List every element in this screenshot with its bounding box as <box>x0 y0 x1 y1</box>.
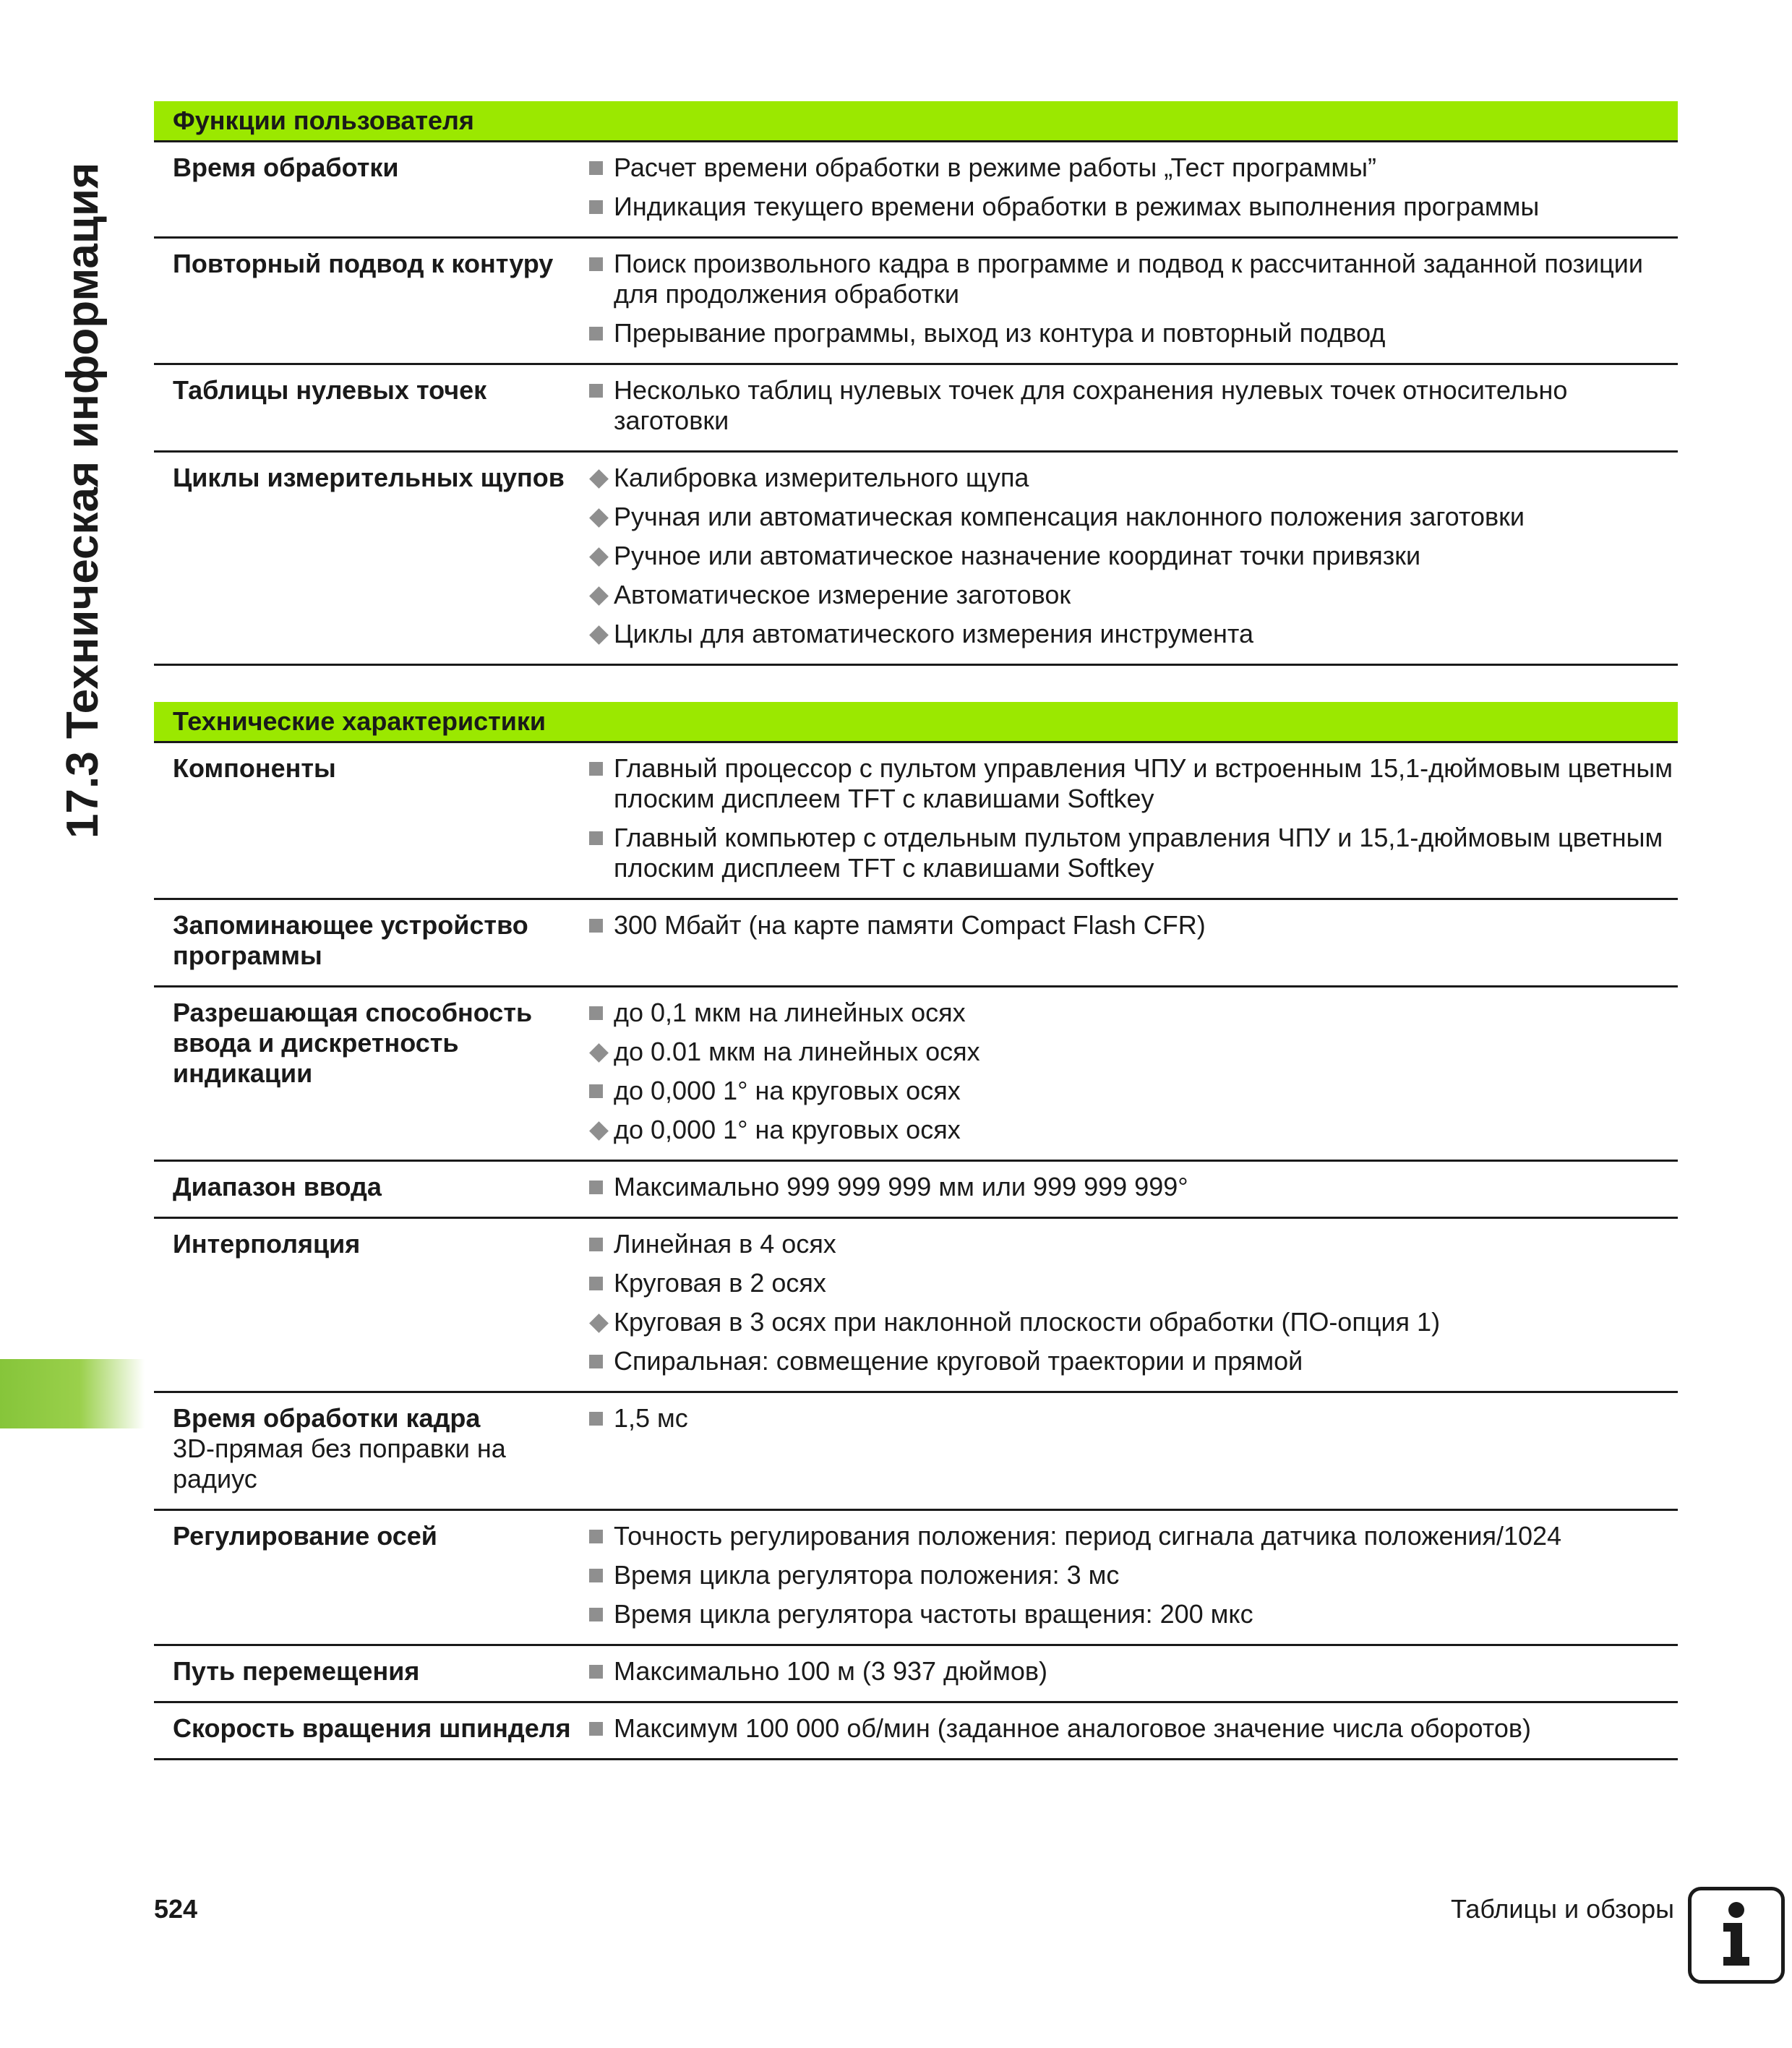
table-row <box>154 987 1678 1162</box>
row-items <box>588 249 1678 348</box>
square-bullet-icon <box>589 1238 603 1251</box>
row-items <box>588 1403 1678 1494</box>
row-items <box>588 1172 1678 1202</box>
side-tab-marker <box>0 1359 145 1428</box>
list-item-text: Главный процессор с пультом управления ЧПУ и встроенным 15,1-дюймовым цветным плоским дисплеем TFT с клавишами Softkey <box>614 753 1673 813</box>
list-item <box>588 1115 1678 1145</box>
row-label-title: Циклы измерительных щупов <box>173 463 565 492</box>
list-item-text: Время цикла регулятора положения: 3 мс <box>614 1560 1120 1590</box>
list-item <box>588 1713 1678 1744</box>
row-label <box>154 463 588 649</box>
square-bullet-icon <box>589 831 603 845</box>
table-row <box>154 743 1678 900</box>
list-item-text: до 0,000 1° на круговых осях <box>614 1115 961 1144</box>
row-label <box>154 1713 588 1744</box>
square-bullet-icon <box>589 1084 603 1098</box>
list-item <box>588 153 1678 183</box>
table-row <box>154 1219 1678 1393</box>
square-bullet-icon <box>589 257 603 271</box>
row-label-title: Компоненты <box>173 753 336 783</box>
info-icon <box>1688 1887 1785 1984</box>
table-row <box>154 142 1678 239</box>
list-item <box>588 1521 1678 1551</box>
list-item-text: Индикация текущего времени обработки в режимах выполнения программы <box>614 192 1540 221</box>
list-item-text: до 0,1 мкм на линейных осях <box>614 998 966 1027</box>
section-header: Функции пользователя <box>154 101 1678 142</box>
diamond-bullet-icon <box>589 586 609 606</box>
table-row <box>154 1393 1678 1511</box>
square-bullet-icon <box>589 1006 603 1020</box>
list-item-text: Автоматическое измерение заготовок <box>614 580 1071 609</box>
list-item-text: Несколько таблиц нулевых точек для сохранения нулевых точек относительно заготовки <box>614 375 1568 435</box>
list-item <box>588 619 1678 649</box>
list-item-text: 1,5 мс <box>614 1403 688 1433</box>
square-bullet-icon <box>589 919 603 933</box>
page-number: 524 <box>154 1894 198 1924</box>
row-items <box>588 153 1678 222</box>
row-label <box>154 249 588 348</box>
list-item <box>588 1037 1678 1067</box>
diamond-bullet-icon <box>589 1043 609 1063</box>
list-item-text: Время цикла регулятора частоты вращения: 200 мкс <box>614 1599 1253 1629</box>
table-row <box>154 900 1678 987</box>
row-items <box>588 1656 1678 1687</box>
list-item <box>588 1403 1678 1434</box>
list-item <box>588 1599 1678 1629</box>
row-label-title: Повторный подвод к контуру <box>173 249 554 278</box>
list-item <box>588 1560 1678 1590</box>
row-items <box>588 1521 1678 1629</box>
list-item-text: Ручная или автоматическая компенсация наклонного положения заготовки <box>614 502 1525 531</box>
list-item-text: Максимально 999 999 999 мм или 999 999 999° <box>614 1172 1188 1201</box>
square-bullet-icon <box>589 161 603 175</box>
row-label-title: Запоминающее устройство программы <box>173 910 528 970</box>
square-bullet-icon <box>589 1608 603 1621</box>
row-items <box>588 463 1678 649</box>
row-label <box>154 910 588 971</box>
list-item-text: до 0,000 1° на круговых осях <box>614 1076 961 1105</box>
list-item <box>588 541 1678 571</box>
row-items <box>588 1229 1678 1376</box>
row-items <box>588 375 1678 436</box>
list-item <box>588 502 1678 532</box>
list-item-text: Расчет времени обработки в режиме работы „Тест программы” <box>614 153 1377 182</box>
diamond-bullet-icon <box>589 547 609 567</box>
list-item-text: до 0.01 мкм на линейных осях <box>614 1037 980 1066</box>
list-item <box>588 318 1678 348</box>
row-label <box>154 1521 588 1629</box>
list-item-text: Линейная в 4 осях <box>614 1229 836 1259</box>
chapter-title: Таблицы и обзоры <box>1451 1894 1674 1924</box>
list-item <box>588 753 1678 814</box>
diamond-bullet-icon <box>589 508 609 528</box>
row-label-title: Время обработки <box>173 153 399 182</box>
row-label <box>154 1229 588 1376</box>
row-label <box>154 1403 588 1494</box>
list-item <box>588 375 1678 436</box>
diamond-bullet-icon <box>589 1121 609 1141</box>
square-bullet-icon <box>589 1277 603 1290</box>
list-item <box>588 1076 1678 1106</box>
list-item <box>588 463 1678 493</box>
row-label <box>154 998 588 1145</box>
table-row <box>154 365 1678 453</box>
list-item <box>588 249 1678 309</box>
list-item <box>588 1172 1678 1202</box>
square-bullet-icon <box>589 327 603 340</box>
list-item <box>588 1346 1678 1376</box>
list-item-text: Максимально 100 м (3 937 дюймов) <box>614 1656 1048 1686</box>
list-item-text: Спиральная: совмещение круговой траектории и прямой <box>614 1346 1303 1376</box>
list-item <box>588 580 1678 610</box>
row-items <box>588 1713 1678 1744</box>
row-label <box>154 375 588 436</box>
row-items <box>588 910 1678 971</box>
diamond-bullet-icon <box>589 625 609 645</box>
spec-table <box>154 101 1678 666</box>
square-bullet-icon <box>589 1181 603 1194</box>
row-label-title: Регулирование осей <box>173 1521 437 1551</box>
list-item <box>588 192 1678 222</box>
row-label <box>154 153 588 222</box>
page-content <box>154 101 1678 1796</box>
list-item <box>588 823 1678 883</box>
list-item-text: Циклы для автоматического измерения инструмента <box>614 619 1254 648</box>
list-item-text: Прерывание программы, выход из контура и повторный подвод <box>614 318 1386 348</box>
list-item-text: Ручное или автоматическое назначение координат точки привязки <box>614 541 1421 570</box>
list-item <box>588 1656 1678 1687</box>
list-item-text: Поиск произвольного кадра в программе и подвод к рассчитанной заданной позиции для продолжения обработки <box>614 249 1643 309</box>
square-bullet-icon <box>589 384 603 398</box>
row-label-subtitle: 3D-прямая без поправки на радиус <box>173 1434 506 1494</box>
row-label-title: Разрешающая способность ввода и дискретность индикации <box>173 998 533 1088</box>
row-items <box>588 753 1678 883</box>
square-bullet-icon <box>589 200 603 214</box>
square-bullet-icon <box>589 762 603 776</box>
list-item-text: Точность регулирования положения: период сигнала датчика положения/1024 <box>614 1521 1562 1551</box>
table-row <box>154 1162 1678 1219</box>
list-item-text: 300 Мбайт (на карте памяти Compact Flash CFR) <box>614 910 1206 940</box>
diamond-bullet-icon <box>589 1314 609 1333</box>
square-bullet-icon <box>589 1722 603 1736</box>
list-item <box>588 1229 1678 1259</box>
table-row <box>154 1511 1678 1646</box>
list-item-text: Круговая в 2 осях <box>614 1268 826 1298</box>
row-label-title: Время обработки кадра <box>173 1403 481 1433</box>
square-bullet-icon <box>589 1665 603 1679</box>
diamond-bullet-icon <box>589 469 609 489</box>
table-row <box>154 1646 1678 1703</box>
row-label-title: Таблицы нулевых точек <box>173 375 487 405</box>
row-label-title: Путь перемещения <box>173 1656 420 1686</box>
row-label <box>154 753 588 883</box>
list-item-text: Максимум 100 000 об/мин (заданное аналоговое значение числа оборотов) <box>614 1713 1531 1743</box>
table-row <box>154 453 1678 666</box>
table-row <box>154 1703 1678 1760</box>
square-bullet-icon <box>589 1569 603 1582</box>
list-item-text: Круговая в 3 осях при наклонной плоскости обработки (ПО-опция 1) <box>614 1307 1441 1337</box>
list-item-text: Калибровка измерительного щупа <box>614 463 1029 492</box>
list-item <box>588 1307 1678 1337</box>
square-bullet-icon <box>589 1412 603 1426</box>
square-bullet-icon <box>589 1355 603 1368</box>
side-chapter-title: 17.3 Техническая информация <box>58 162 108 839</box>
section-header: Технические характеристики <box>154 702 1678 743</box>
table-row <box>154 239 1678 365</box>
list-item-text: Главный компьютер с отдельным пультом управления ЧПУ и 15,1-дюймовым цветным плоским дисплеем TFT с клавишами Softkey <box>614 823 1663 883</box>
row-items <box>588 998 1678 1145</box>
row-label-title: Интерполяция <box>173 1229 361 1259</box>
list-item <box>588 998 1678 1028</box>
list-item <box>588 1268 1678 1298</box>
square-bullet-icon <box>589 1530 603 1543</box>
row-label <box>154 1656 588 1687</box>
row-label <box>154 1172 588 1202</box>
list-item <box>588 910 1678 941</box>
row-label-title: Диапазон ввода <box>173 1172 382 1201</box>
row-label-title: Скорость вращения шпинделя <box>173 1713 571 1743</box>
spec-table <box>154 702 1678 1760</box>
